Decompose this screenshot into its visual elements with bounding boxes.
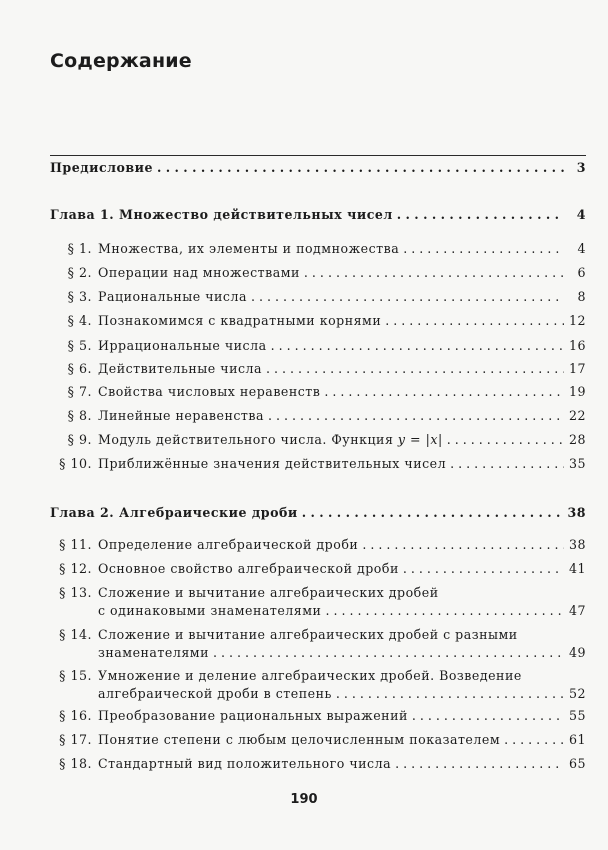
entry-title (98, 432, 443, 447)
leader-dots (251, 289, 564, 304)
leader-dots (268, 408, 564, 423)
toc-entry-section[interactable] (50, 313, 586, 328)
section-number: § 14. (59, 627, 92, 642)
section-number: § 16. (59, 708, 92, 723)
divider (50, 155, 586, 156)
entry-page: 61 (568, 732, 586, 747)
toc-entry-section[interactable] (50, 456, 586, 471)
toc-entry-section[interactable] (50, 756, 586, 771)
toc-entry-section[interactable] (50, 384, 586, 399)
toc-entry-chapter-2[interactable] (50, 505, 586, 520)
entry-title: Стандартный вид положительного числа (98, 756, 392, 771)
entry-page: 65 (568, 756, 586, 771)
leader-dots (266, 361, 564, 376)
section-number: § 1. (67, 241, 92, 256)
entry-page: 55 (568, 708, 586, 723)
entry-title-text: Модуль действительного числа. Функция (98, 432, 394, 447)
toc-entry-section[interactable] (50, 338, 586, 353)
entry-title-line-2: с одинаковыми знаменателями (98, 603, 322, 618)
entry-title-line-2: знаменателями (98, 645, 209, 660)
toc-entry-section[interactable] (50, 708, 586, 723)
entry-title-line-1: Сложение и вычитание алгебраических дробей с разными (98, 627, 518, 642)
leader-dots (271, 338, 564, 353)
entry-page: 22 (568, 408, 586, 423)
section-number: § 4. (67, 313, 92, 328)
toc-entry-section[interactable] (50, 627, 586, 660)
toc-entry-chapter-1[interactable] (50, 207, 586, 222)
section-number: § 12. (59, 561, 92, 576)
entry-title: Действительные числа (98, 361, 263, 376)
leader-dots (362, 537, 564, 552)
entry-title: Глава 2. Алгебраические дроби (50, 505, 298, 520)
leader-dots (157, 160, 564, 175)
entry-title: Приближённые значения действительных чисел (98, 456, 447, 471)
section-number: § 18. (59, 756, 92, 771)
leader-dots (304, 265, 564, 280)
entry-page: 28 (568, 432, 586, 447)
entry-page: 52 (568, 686, 586, 701)
toc-entry-section[interactable] (50, 408, 586, 423)
toc-entry-section[interactable] (50, 585, 586, 618)
entry-page: 38 (568, 537, 586, 552)
entry-page: 35 (568, 456, 586, 471)
toc-entry-section[interactable] (50, 265, 586, 280)
leader-dots (412, 708, 564, 723)
entry-page: 3 (576, 160, 586, 175)
toc-entry-section[interactable] (50, 732, 586, 747)
section-number: § 11. (59, 537, 92, 552)
entry-title: Иррациональные числа (98, 338, 267, 353)
leader-dots (447, 432, 564, 447)
entry-page: 4 (577, 241, 586, 256)
leader-dots (325, 603, 564, 618)
leader-dots (403, 561, 564, 576)
toc-entry-section[interactable] (50, 561, 586, 576)
leader-dots (213, 645, 564, 660)
section-number: § 7. (67, 384, 92, 399)
entry-title: Линейные неравенства (98, 408, 264, 423)
entry-page: 49 (568, 645, 586, 660)
section-number: § 9. (67, 432, 92, 447)
leader-dots (403, 241, 564, 256)
entry-title: Определение алгебраической дроби (98, 537, 359, 552)
toc-entry-section[interactable] (50, 241, 586, 256)
section-number: § 13. (59, 585, 92, 600)
section-number: § 6. (67, 361, 92, 376)
toc-entry-section[interactable] (50, 432, 586, 447)
leader-dots (324, 384, 564, 399)
entry-page: 16 (568, 338, 586, 353)
section-number: § 10. (59, 456, 92, 471)
entry-page: 47 (568, 603, 586, 618)
entry-page: 19 (568, 384, 586, 399)
entry-title: Преобразование рациональных выражений (98, 708, 408, 723)
entry-title: Свойства числовых неравенств (98, 384, 321, 399)
section-number: § 15. (59, 668, 92, 683)
leader-dots (385, 313, 564, 328)
toc-entry-section[interactable] (50, 668, 586, 701)
toc-entry-section[interactable] (50, 361, 586, 376)
section-number: § 2. (67, 265, 92, 280)
toc-entry-preface[interactable] (50, 160, 586, 175)
entry-title: Глава 1. Множество действительных чисел (50, 207, 393, 222)
entry-title: Операции над множествами (98, 265, 300, 280)
leader-dots (395, 756, 564, 771)
formula: y = |x| (397, 432, 443, 447)
entry-title-line-1: Умножение и деление алгебраических дробей. Возведение (98, 668, 522, 683)
entry-page: 41 (568, 561, 586, 576)
entry-page: 8 (577, 289, 586, 304)
section-number: § 17. (59, 732, 92, 747)
section-number: § 3. (67, 289, 92, 304)
entry-title: Рациональные числа (98, 289, 247, 304)
section-number: § 5. (67, 338, 92, 353)
entry-title: Познакомимся с квадратными корнями (98, 313, 382, 328)
page-title: Содержание (50, 50, 192, 72)
entry-title: Множества, их элементы и подмножества (98, 241, 400, 256)
leader-dots (302, 505, 564, 520)
entry-title: Предисловие (50, 160, 153, 175)
section-number: § 8. (67, 408, 92, 423)
entry-title-line-2: алгебраической дроби в степень (98, 686, 332, 701)
leader-dots (450, 456, 564, 471)
toc-entry-section[interactable] (50, 289, 586, 304)
page-number: 190 (290, 792, 318, 807)
entry-page: 12 (568, 313, 586, 328)
leader-dots (336, 686, 564, 701)
entry-title: Понятие степени с любым целочисленным показателем (98, 732, 501, 747)
entry-page: 6 (577, 265, 586, 280)
entry-title-line-1: Сложение и вычитание алгебраических дробей (98, 585, 439, 600)
entry-page: 4 (576, 207, 586, 222)
entry-page: 38 (567, 505, 586, 520)
leader-dots (504, 732, 564, 747)
leader-dots (397, 207, 564, 222)
entry-title: Основное свойство алгебраической дроби (98, 561, 399, 576)
entry-page: 17 (568, 361, 586, 376)
toc-entry-section[interactable] (50, 537, 586, 552)
